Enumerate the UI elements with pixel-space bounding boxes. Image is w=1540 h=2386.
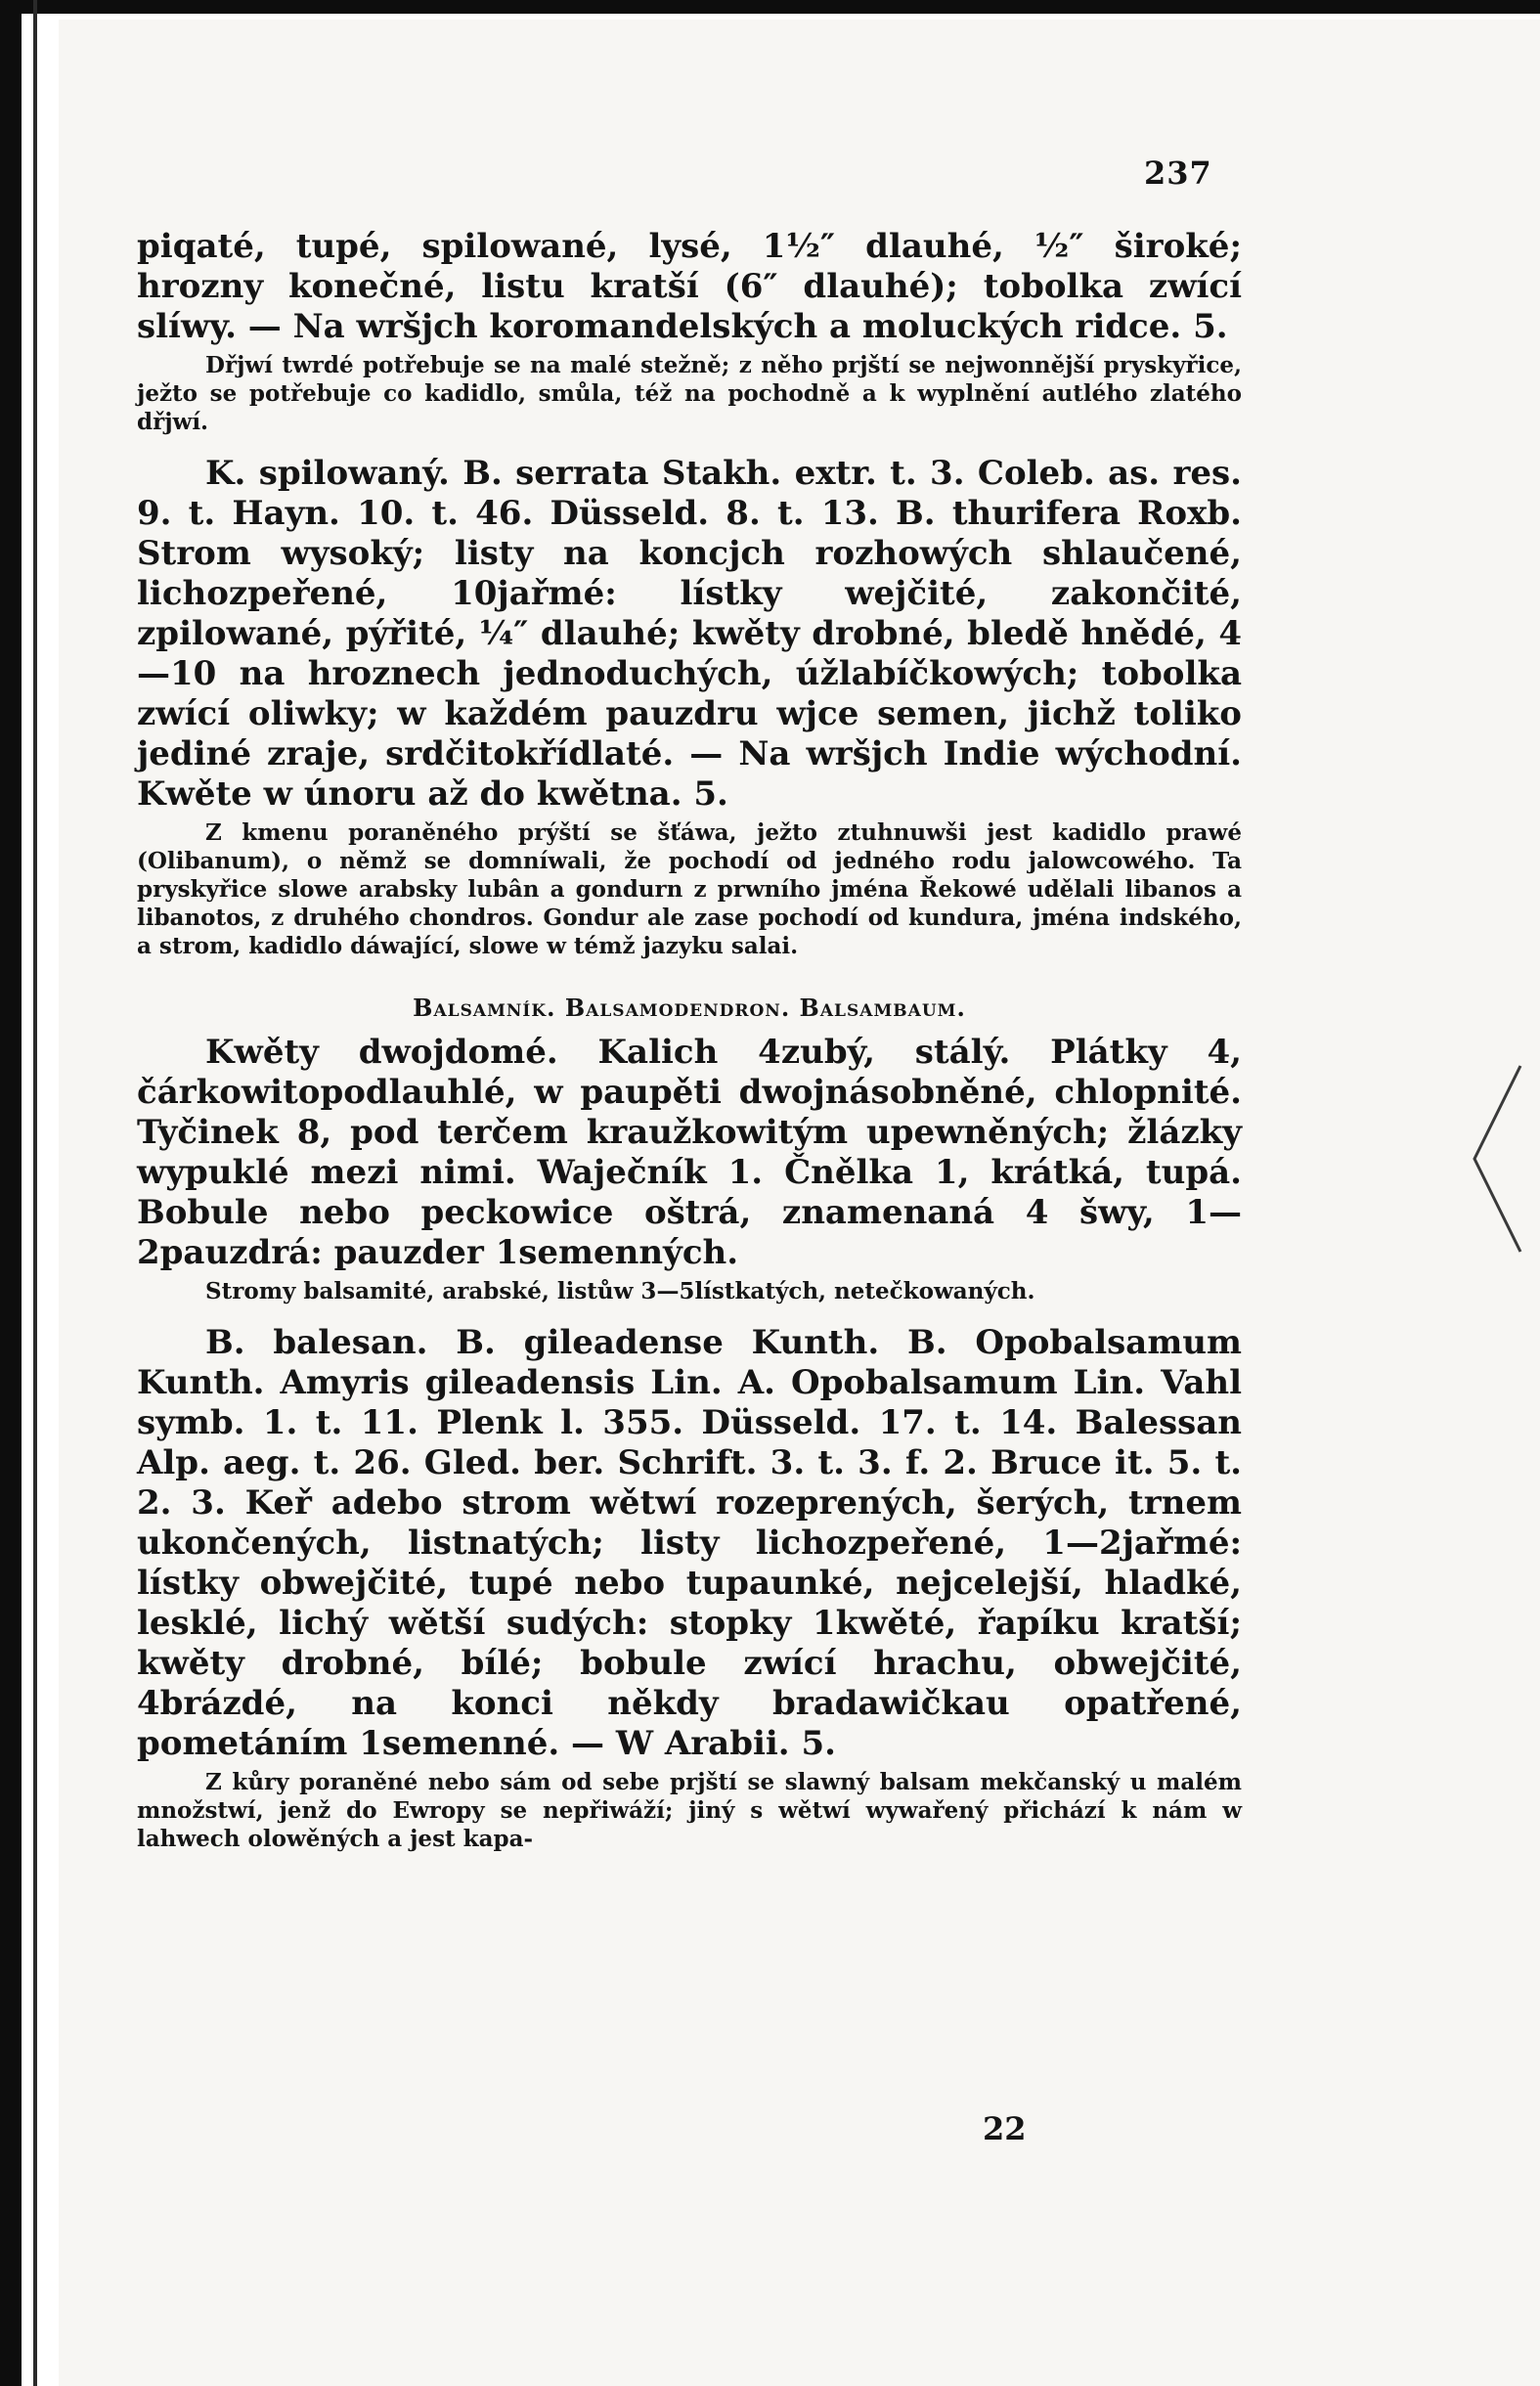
note-paragraph: Z kůry poraněné nebo sám od sebe prjští se slawný balsam mekčanský u malém množstwí, jenž do Ewropy se nepřiwáží; jiný s wětwí wywařený přichází k nám w lahwech olowěných a jest kapa-: [137, 1769, 1242, 1852]
scan-left-edge: [0, 0, 22, 2386]
margin-bracket-mark: [1467, 1061, 1525, 1257]
genus-description: Kwěty dwojdomé. Kalich 4zubý, stálý. Plátky 4, čárkowitopodlauhlé, w paupěti dwojnásobněné, chlopnité. Tyčinek 8, pod terčem kraužkowitým upewněných; žlázky wypuklé mezi nimi. Waječník 1. Čnělka 1, krátká, tupá. Bobule nebo peckowice oštrá, znamenaná 4 šwy, 1—2pauzdrá: pauzder 1semenných.: [137, 1033, 1242, 1272]
note-paragraph: Dřjwí twrdé potřebuje se na malé stežně; z něho prjští se nejwonnější pryskyřice, ježto se potřebuje co kadidlo, smůla, též na pochodně a k wyplnění autlého zlatého dřjwí.: [137, 352, 1242, 435]
paragraph-continuation: piqaté, tupé, spilowané, lysé, 1½″ dlauhé, ½″ široké; hrozny konečné, listu kratší (6″ dlauhé); tobolka zwící slíwy. — Na wršjch koromandelských a moluckých ridce. 5.: [137, 227, 1242, 346]
genus-heading: Balsamník. Balsamodendron. Balsambaum.: [413, 994, 966, 1022]
scan-top-edge: [0, 0, 1540, 14]
page-number: 237: [1144, 155, 1212, 192]
species-entry: B. balesan. B. gileadense Kunth. B. Opobalsamum Kunth. Amyris gileadensis Lin. A. Opobalsamum Lin. Vahl symb. 1. t. 11. Plenk l. 355. Düsseld. 17. t. 14. Balessan Alp. aeg. t. 26. Gled. ber. Schrift. 3. t. 3. f. 2. Bruce it. 5. t. 2. 3. Keř adebo strom wětwí rozeprených, šerých, trnem ukončených, listnatých; listy lichozpeřené, 1—2jařmé: lístky obwejčité, tupé nebo tupaunké, nejcelejší, hladké, lesklé, lichý wětší sudých: stopky 1kwěté, řapíku kratší; kwěty drobné, bílé; bobule zwící hrachu, obwejčité, 4brázdé, na konci někdy bradawičkau opatřené, pometáním 1semenné. — W Arabii. 5.: [137, 1323, 1242, 1763]
note-paragraph: Stromy balsamité, arabské, listůw 3—5lístkatých, netečkowaných.: [205, 1278, 1035, 1304]
scan-inner-edge: [33, 0, 37, 2386]
page-text: [137, 227, 1242, 1853]
signature-mark: 22: [983, 2110, 1027, 2147]
species-entry: K. spilowaný. B. serrata Stakh. extr. t. 3. Coleb. as. res. 9. t. Hayn. 10. t. 46. Düsseld. 8. t. 13. B. thurifera Roxb. Strom wysoký; listy na koncjch rozhowých shlaučené, lichozpeřené, 10jařmé: lístky wejčité, zakončité, zpilowané, pýřité, ¼″ dlauhé; kwěty drobné, bledě hnědé, 4—10 na hroznech jednoduchých, úžlabíčkowých; tobolka zwící oliwky; w každém pauzdru wjce semen, jichž toliko jediné zraje, srdčitokřídlaté. — Na wršjch Indie wýchodní. Kwěte w únoru až do kwětna. 5.: [137, 454, 1242, 814]
note-paragraph: Z kmenu poraněného prýští se šťáwa, ježto ztuhnuwši jest kadidlo prawé (Olibanum), o němž se domníwali, že pochodí od jedného rodu jalowcowého. Ta pryskyřice slowe arabsky lubân a gondurn z prwního jména Řekowé udělali libanos a libanotos, z druhého chondros. Gondur ale zase pochodí od kundura, jména indského, a strom, kadidlo dáwající, slowe w témž jazyku salai.: [137, 819, 1242, 959]
